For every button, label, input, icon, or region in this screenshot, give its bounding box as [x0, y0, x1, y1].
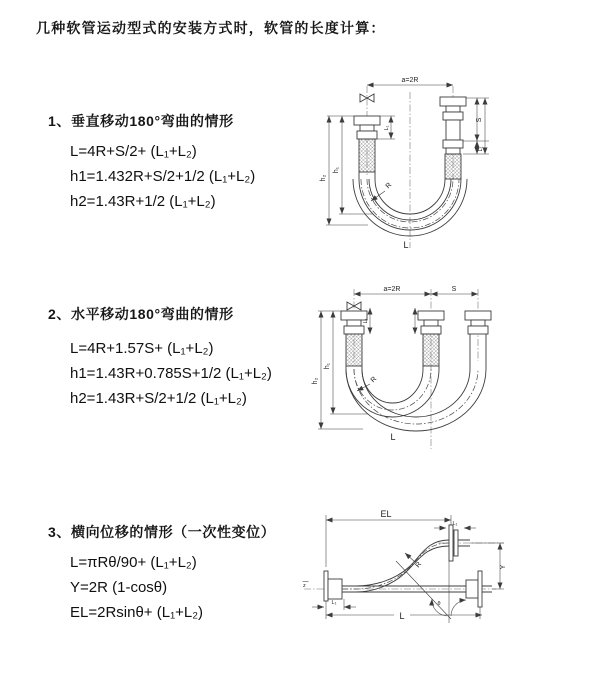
formula-line: h2=1.43R+1/2 (L₁+L₂) [70, 193, 216, 210]
centerline-mark: z [303, 583, 306, 589]
dimension-a2r [354, 286, 431, 294]
dimension-s-right [463, 98, 489, 154]
right-fitting [440, 97, 466, 179]
formula-line: h2=1.43R+S/2+1/2 (L₁+L₂) [70, 390, 247, 407]
dim-label-h2: h₂ [320, 174, 327, 182]
case-3-formulas [48, 550, 318, 625]
formula-line: L=πRθ/90+ (L₁+L₂) [70, 554, 197, 571]
case-2-formulas [48, 336, 318, 411]
formula-line: Y=2R (1-cosθ) [70, 579, 168, 596]
dimension-s [431, 286, 478, 294]
braided-hose-section [423, 334, 439, 366]
dim-label-l1: L₁ [331, 600, 337, 606]
dim-label-y: Y [500, 564, 507, 570]
diagram-3-svg [298, 503, 588, 655]
diagram-1-svg [313, 70, 538, 258]
dim-label-l1: L₁ [363, 318, 369, 324]
dim-label-l: L [399, 611, 405, 621]
braided-hose-section [445, 154, 461, 179]
formula-line: h1=1.432R+S/2+1/2 (L₁+L₂) [70, 168, 256, 185]
diagram-horizontal-180-bend [308, 281, 553, 463]
case-3-heading: 3、横向位移的情形（一次性变位） [48, 524, 276, 540]
dim-label-el: EL [380, 509, 392, 519]
dimension-el [326, 509, 451, 570]
diagram-2-svg [308, 281, 553, 463]
dim-label-h2: h₂ [312, 377, 319, 385]
dim-label-l-total: L [403, 240, 409, 250]
section-vertical-movement [48, 112, 318, 214]
dim-label-s: S [451, 286, 457, 293]
formula-line: L=4R+1.57S+ (L₁+L₂) [70, 340, 214, 357]
section-lateral-displacement [48, 523, 318, 625]
dim-label-h1: h₁ [333, 166, 340, 174]
dim-label-r: R [369, 375, 379, 385]
dimension-l1-fittings [363, 308, 415, 334]
case-2-heading: 2、水平移动180°弯曲的情形 [48, 306, 234, 322]
dim-label-r: R [384, 181, 394, 191]
dim-label-a2r: a=2R [383, 286, 401, 293]
left-fitting [354, 116, 380, 179]
centerlines [367, 86, 453, 248]
u-bend-hose-position-2 [346, 369, 486, 431]
left-flange [324, 571, 342, 601]
radius-callout [371, 182, 393, 201]
s-curve-hose-displaced [342, 540, 449, 592]
formula-line: EL=2Rsinθ+ (L₁+L₂) [70, 604, 204, 621]
dim-label-theta: θ [437, 601, 441, 607]
formula-line: h1=1.43R+0.785S+1/2 (L₁+L₂) [70, 365, 272, 382]
middle-fitting [418, 311, 444, 369]
diagram-lateral-displacement [298, 503, 588, 655]
dim-label-r: R [414, 560, 424, 570]
case-1-heading: 1、垂直移动180°弯曲的情形 [48, 113, 234, 129]
braided-hose-section [346, 334, 362, 366]
formula-line: L=4R+S/2+ (L₁+L₂) [70, 143, 197, 160]
diagram-vertical-180-bend [313, 70, 538, 258]
dim-label-l1: L₁ [478, 146, 484, 152]
dim-label-h1: h₁ [324, 362, 331, 370]
dim-label-l1: L₁ [384, 125, 390, 131]
dim-label-a2r: a=2R [401, 77, 419, 84]
case-1-formulas [48, 139, 318, 214]
page-title: 几种软管运动型式的安装方式时，软管的长度计算： [36, 20, 386, 36]
dimension-l-total [326, 601, 482, 621]
dim-label-l-total: L [390, 432, 396, 442]
centerlines [354, 289, 478, 449]
section-horizontal-movement [48, 305, 318, 411]
dimension-a2r [367, 77, 453, 85]
dim-label-l1: L₁ [452, 521, 458, 527]
braided-hose-section [359, 139, 375, 172]
dim-label-s: S [476, 117, 483, 123]
dimension-l1-bottom [312, 599, 356, 610]
dimension-l1-top [434, 521, 476, 528]
